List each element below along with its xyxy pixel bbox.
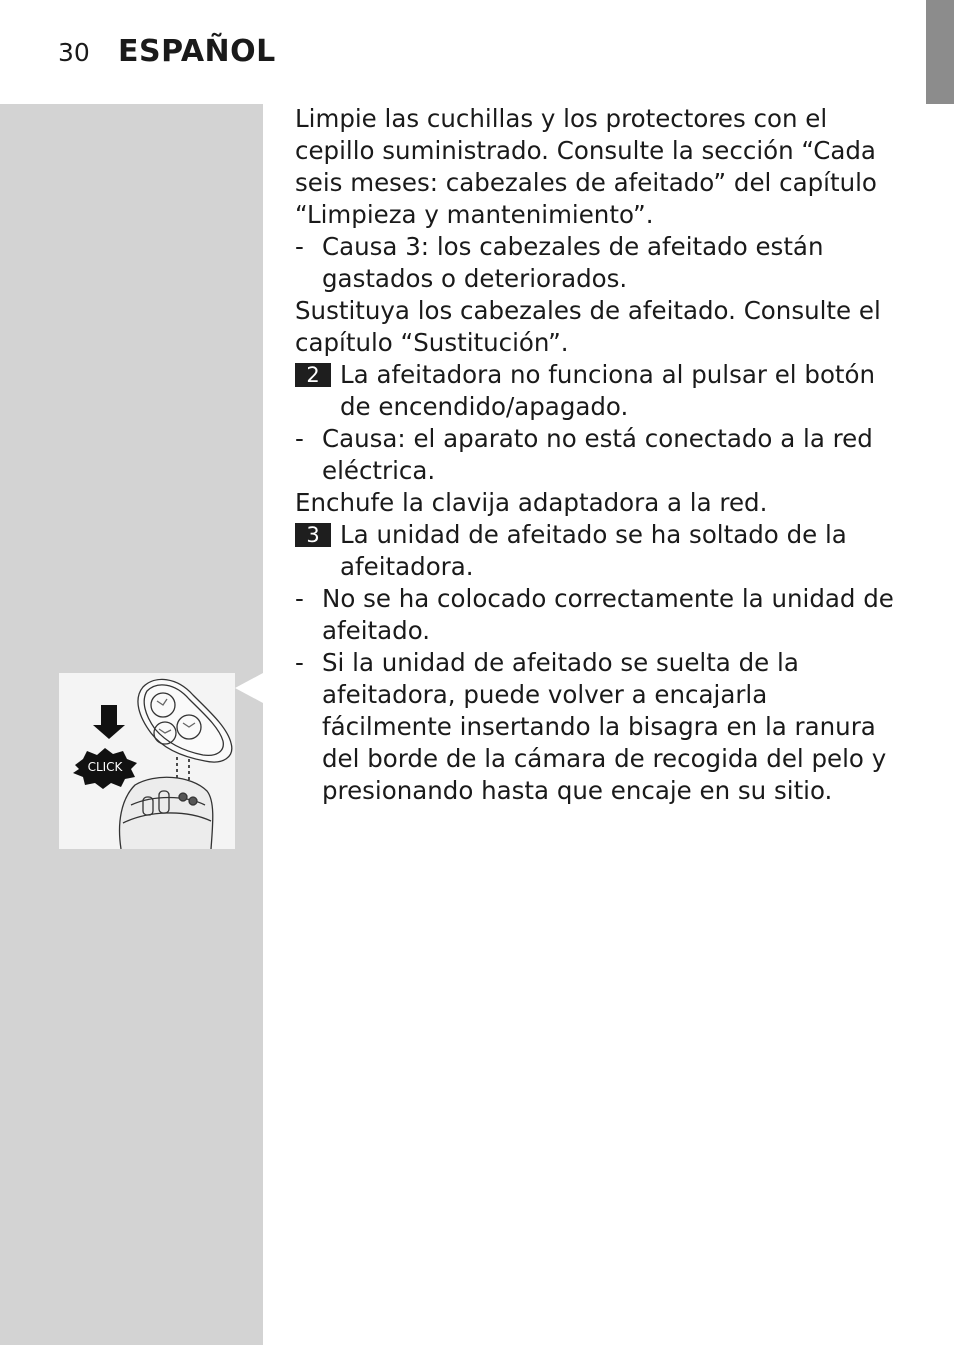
step-number-badge: 2 (295, 363, 331, 387)
list-item (295, 647, 895, 807)
hair-chamber (120, 777, 213, 849)
dash-marker: - (295, 232, 304, 261)
dash-marker: - (295, 424, 304, 453)
click-burst-icon (73, 748, 137, 789)
click-label: CLICK (87, 760, 123, 774)
paragraph: Limpie las cuchillas y los protectores con el cepillo suministrado. Consulte la sección “Cada seis meses: cabezales de afeitado” del capítulo “Limpieza y mantenimiento”. (295, 104, 877, 229)
list-item-text: Si la unidad de afeitado se suelta de la afeitadora, puede volver a encajarla fácilmente insertando la bisagra en la ranura del borde de la cámara de recogida del pelo y presionando hasta que encaje en su sitio. (322, 648, 887, 805)
down-arrow-icon (93, 705, 125, 739)
shaving-unit (138, 679, 232, 792)
list-item-text: Causa: el aparato no está conectado a la red eléctrica. (322, 424, 873, 485)
paragraph: Enchufe la clavija adaptadora a la red. (295, 488, 768, 517)
step-title: La unidad de afeitado se ha soltado de la afeitadora. (340, 520, 847, 581)
list-item (295, 423, 895, 487)
list-item-text: No se ha colocado correctamente la unidad de afeitado. (322, 584, 894, 645)
list-item (295, 231, 895, 295)
page-title: ESPAÑOL (118, 34, 276, 69)
page-number: 30 (58, 38, 90, 67)
callout-pointer (235, 673, 263, 703)
shaver-head-icon (59, 673, 235, 849)
step-title: La afeitadora no funciona al pulsar el botón de encendido/apagado. (340, 360, 876, 421)
step-number-badge: 3 (295, 523, 331, 547)
dash-marker: - (295, 584, 304, 613)
main-text (295, 103, 895, 807)
step-heading (295, 359, 895, 423)
step-heading (295, 519, 895, 583)
section-tab (926, 0, 954, 104)
list-item (295, 583, 895, 647)
shaver-illustration (59, 673, 235, 849)
paragraph: Sustituya los cabezales de afeitado. Consulte el capítulo “Sustitución”. (295, 296, 881, 357)
list-item-text: Causa 3: los cabezales de afeitado están gastados o deteriorados. (322, 232, 824, 293)
dash-marker: - (295, 648, 304, 677)
